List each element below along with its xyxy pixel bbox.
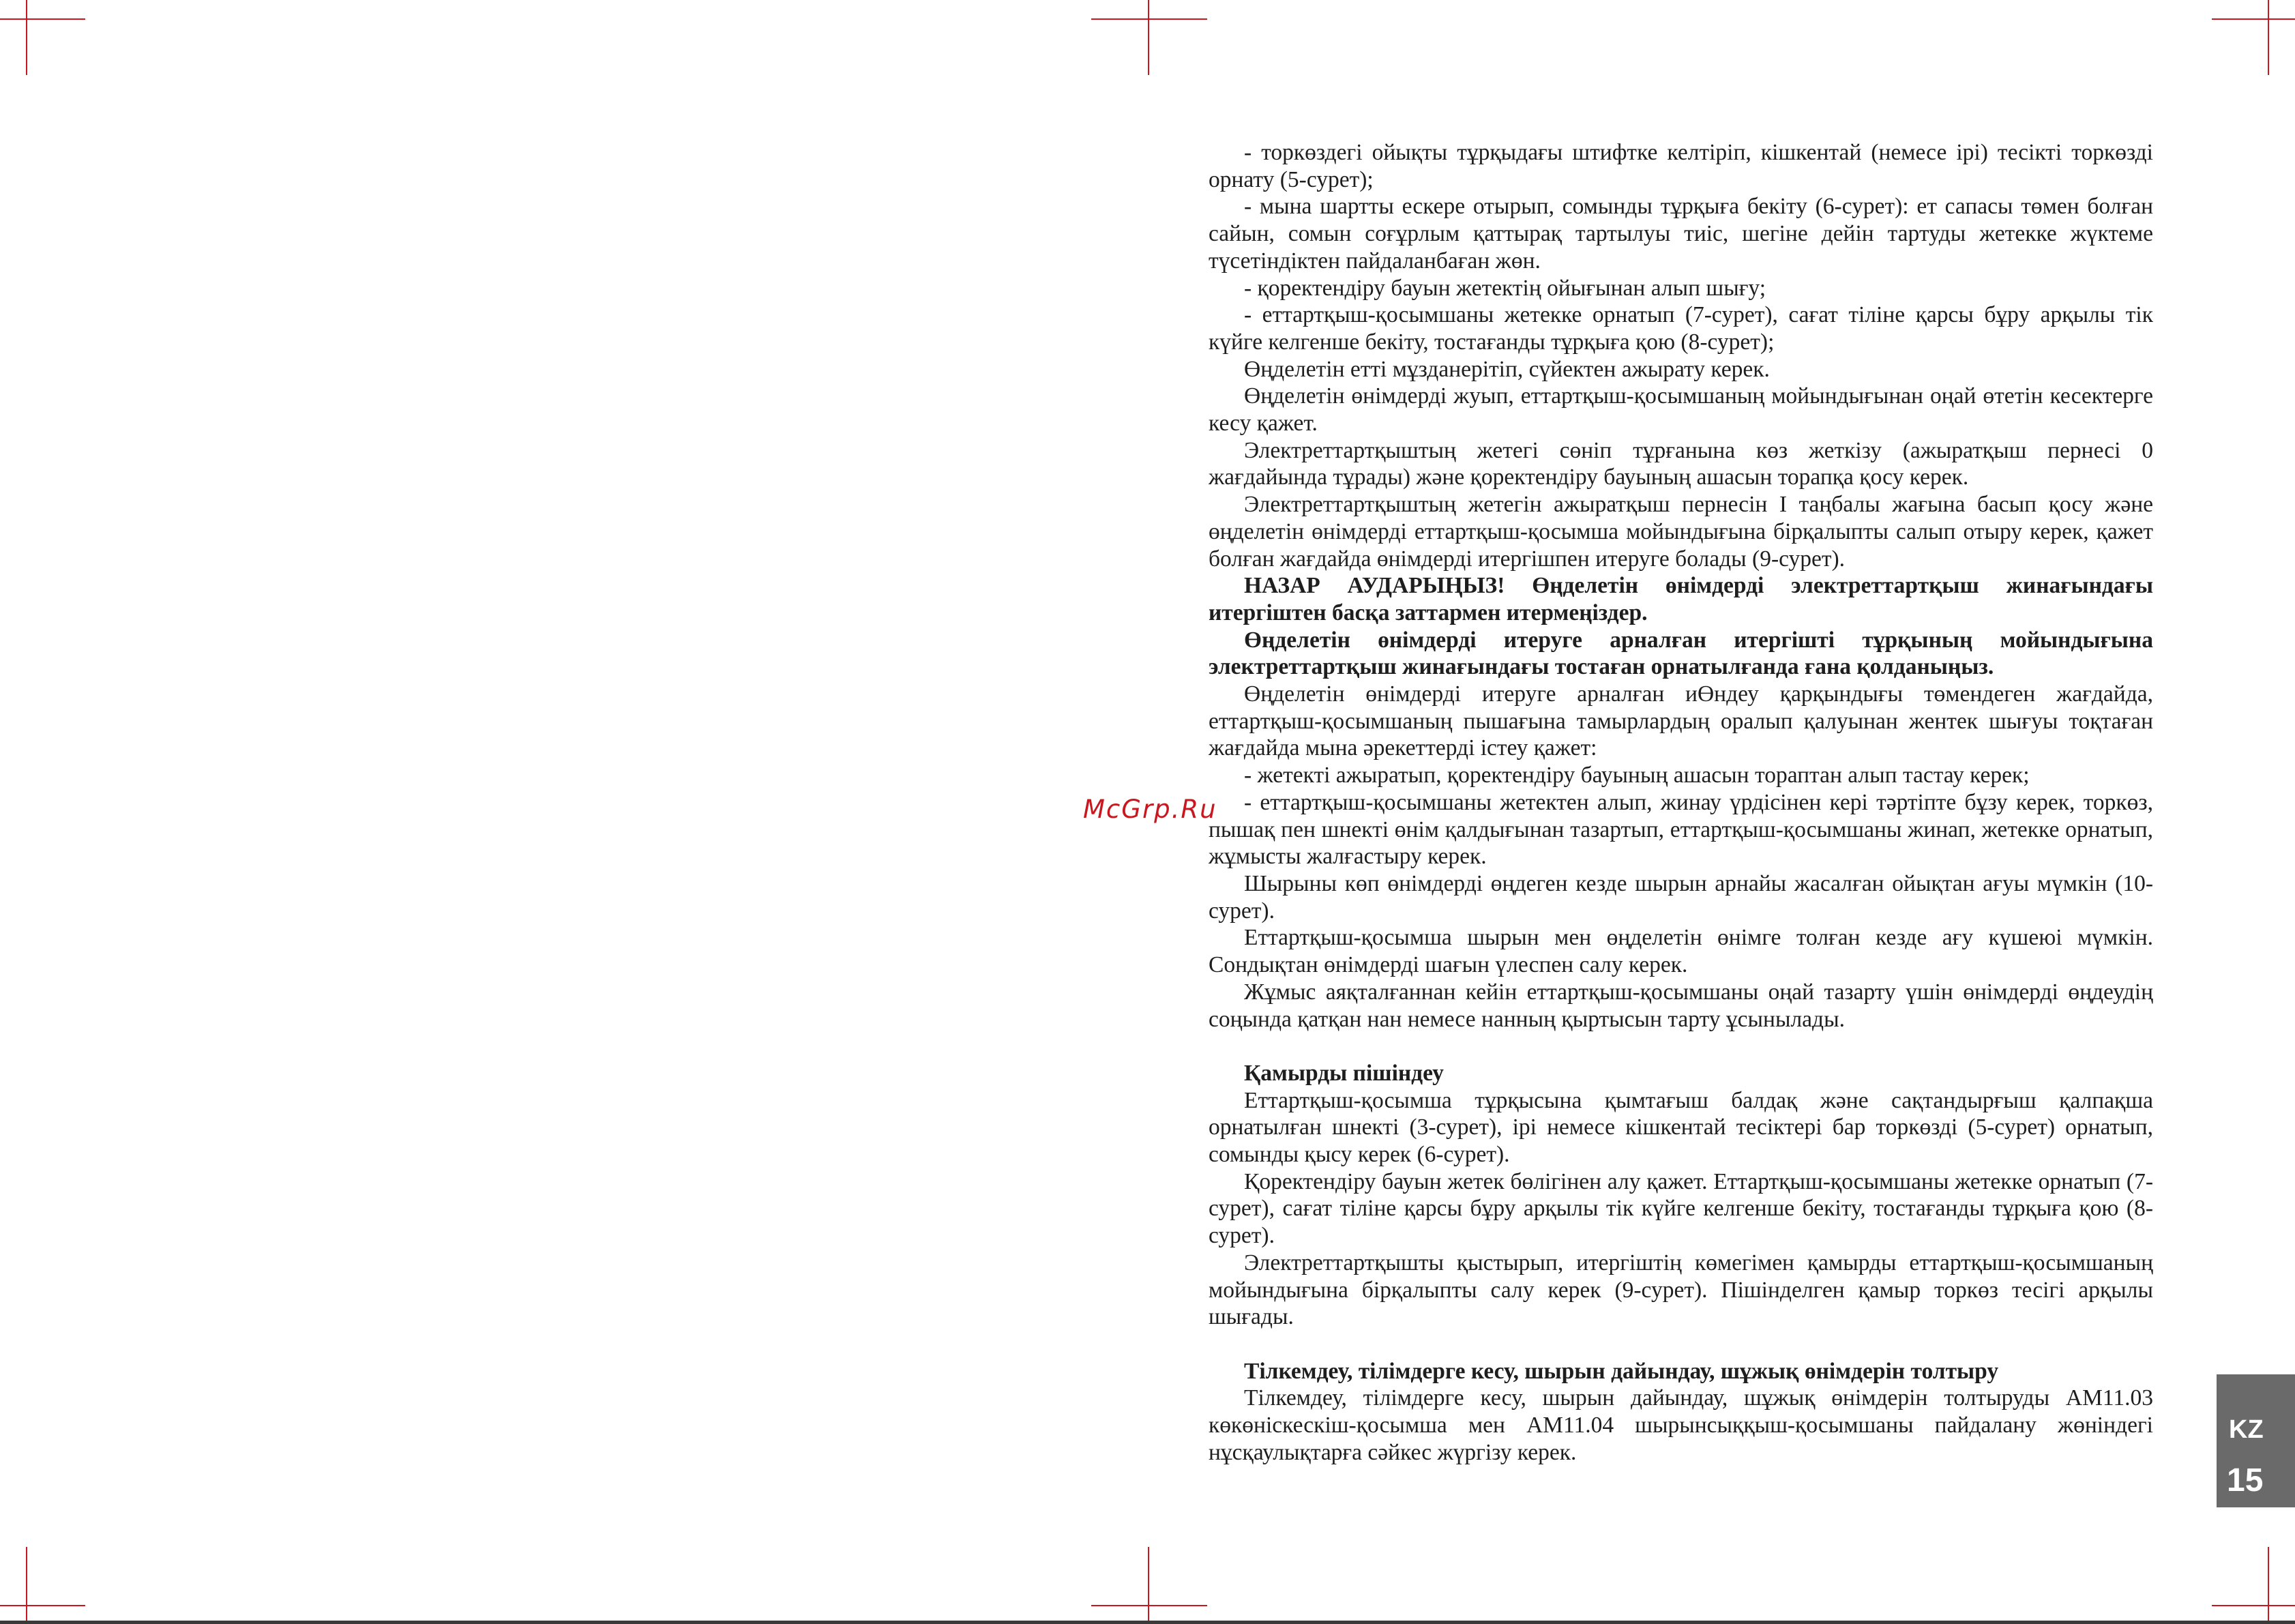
manual-text-column xyxy=(1209,139,2153,1466)
bold-paragraph: Өңделетін өнімдерді итеруге арналған итергішті тұрқының мойындығына электреттартқыш жинағындағы тостаған орнатылғанда ғана қолданыңыз. xyxy=(1209,627,2153,680)
paragraph: Еттартқыш-қосымша шырын мен өңделетін өнімге толған кезде ағу күшеюі мүмкін. Сондықтан өнімдерді шағын үлеспен салу керек. xyxy=(1209,925,2153,978)
language-tab xyxy=(2217,1374,2295,1507)
crop-mark-bottom-center-h xyxy=(1091,1605,1207,1606)
paragraph: Өңделетін етті мұзданерітіп, сүйектен ажырату керек. xyxy=(1244,356,1770,382)
crop-mark-bottom-center-v xyxy=(1148,1547,1149,1621)
paragraph: Өңделетін өнімдерді жуып, еттартқыш-қосымшаның мойындығынан оңай өтетін кесектерге кесу қажет. xyxy=(1209,383,2153,437)
crop-mark-top-left-h xyxy=(0,18,85,20)
crop-mark-top-right-h xyxy=(2212,18,2295,20)
paragraph: Жұмыс аяқталғаннан кейін еттартқыш-қосымшаны оңай тазарту үшін өнімдерді өңдеудің соңында қатқан нан немесе нанның қыртысын тарту ұсынылады. xyxy=(1209,979,2153,1032)
page-number: 15 xyxy=(2227,1462,2264,1498)
paragraph: Өңделетін өнімдерді итеруге арналған иӨндеу қарқындығы төмендеген жағдайда, еттартқыш-қосымшаның пышағына тамырлардың оралып қалуынан жентек шығуы тоқтаған жағдайда мына әрекеттерді істеу қажет: xyxy=(1209,681,2153,761)
crop-mark-bottom-left-h xyxy=(0,1605,85,1606)
paragraph: Шырыны көп өнімдерді өңдеген кезде шырын арнайы жасалған ойықтан ағуы мүмкін (10-сурет). xyxy=(1209,870,2153,924)
paragraph: - қоректендіру бауын жетектің ойығынан алып шығу; xyxy=(1244,275,1766,301)
crop-mark-top-center-v xyxy=(1148,0,1149,75)
paragraph: Қоректендіру бауын жетек бөлігінен алу қажет. Еттартқыш-қосымшаны жетекке орнатып (7-сурет), сағат тіліне қарсы бұру арқылы тік күйге келгенше бекіту, тостағанды тұрқыға қою (8-сурет). xyxy=(1209,1168,2153,1249)
paragraph: - еттартқыш-қосымшаны жетекке орнатып (7-сурет), сағат тіліне қарсы бұру арқылы тік күйге келгенше бекіту, тостағанды тұрқыға қою (8-сурет); xyxy=(1209,302,2153,355)
bold-paragraph: Қамырды пішіндеу xyxy=(1244,1060,1444,1086)
bold-paragraph: НАЗАР АУДАРЫҢЫЗ! Өңделетін өнімдерді электреттартқыш жинағындағы итергіштен басқа заттармен итермеңіздер. xyxy=(1209,573,2153,625)
paragraph: Электреттартқышты қыстырып, итергіштің көмегімен қамырды еттартқыш-қосымшаның мойындығына бірқалыпты салу керек (9-сурет). Пішінделген қамыр торкөз тесігі арқылы шығады. xyxy=(1209,1250,2153,1330)
language-code: KZ xyxy=(2229,1415,2264,1444)
crop-mark-bottom-left-v xyxy=(26,1547,27,1621)
paragraph: - торкөздегі ойықты тұрқыдағы штифтке келтіріп, кішкентай (немесе ірі) тесікті торкөзді орнату (5-сурет); xyxy=(1209,140,2153,192)
paragraph: - мына шартты ескере отырып, сомынды тұрқыға бекіту (6-сурет): ет сапасы төмен болған сайын, сомын соғұрлым қаттырақ тартылуы тиіс, шегіне дейін тартуды жетекке жүктеме түсетіндіктен пайдаланбаған жөн. xyxy=(1209,194,2153,274)
crop-mark-top-right-v xyxy=(2268,0,2269,75)
crop-mark-bottom-right-h xyxy=(2212,1605,2295,1606)
paragraph: Еттартқыш-қосымша тұрқысына қымтағыш балдақ және сақтандырғыш қалпақша орнатылған шнекті (3-сурет), ірі немесе кішкентай тесіктері бар торкөзді (5-сурет) орнатып, сомынды қысу керек (6-сурет). xyxy=(1209,1087,2153,1167)
bottom-rule xyxy=(0,1621,2295,1624)
bold-paragraph: Тілкемдеу, тілімдерге кесу, шырын дайындау, шұжық өнімдерін толтыру xyxy=(1244,1358,1999,1384)
paragraph: Электреттартқыштың жетегі сөніп тұрғанына көз жеткізу (ажыратқыш пернесі 0 жағдайында тұрады) және қоректендіру бауының ашасын торапқа қосу керек. xyxy=(1209,437,2153,490)
crop-mark-top-left-v xyxy=(26,0,27,75)
crop-mark-top-center-h xyxy=(1091,18,1207,20)
paragraph: - еттартқыш-қосымшаны жетектен алып, жинау үрдісінен кері тәртіпте бұзу керек, торкөз, пышақ пен шнекті өнім қалдығынан тазартып, еттартқыш-қосымшаны жинап, жетекке орнатып, жұмысты жалғастыру керек. xyxy=(1209,789,2153,870)
paragraph: Электреттартқыштың жетегін ажыратқыш пернесін I таңбалы жағына басып қосу және өңделетін өнімдерді еттартқыш-қосымша мойындығына бірқалыпты салып отыру керек, қажет болған жағдайда өнімдерді итергішпен итеруге болады (9-сурет). xyxy=(1209,492,2153,572)
paragraph: Тілкемдеу, тілімдерге кесу, шырын дайындау, шұжық өнімдерін толтыруды AM11.03 көкөніскескіш-қосымша мен AM11.04 шырынсыққыш-қосымшаны пайдалану жөніндегі нұсқаулықтарға сәйкес жүргізу керек. xyxy=(1209,1385,2153,1465)
crop-mark-bottom-right-v xyxy=(2268,1547,2269,1621)
paragraph: - жетекті ажыратып, қоректендіру бауының ашасын тораптан алып тастау керек; xyxy=(1244,763,2030,788)
watermark: McGrp.Ru xyxy=(1083,795,1217,824)
